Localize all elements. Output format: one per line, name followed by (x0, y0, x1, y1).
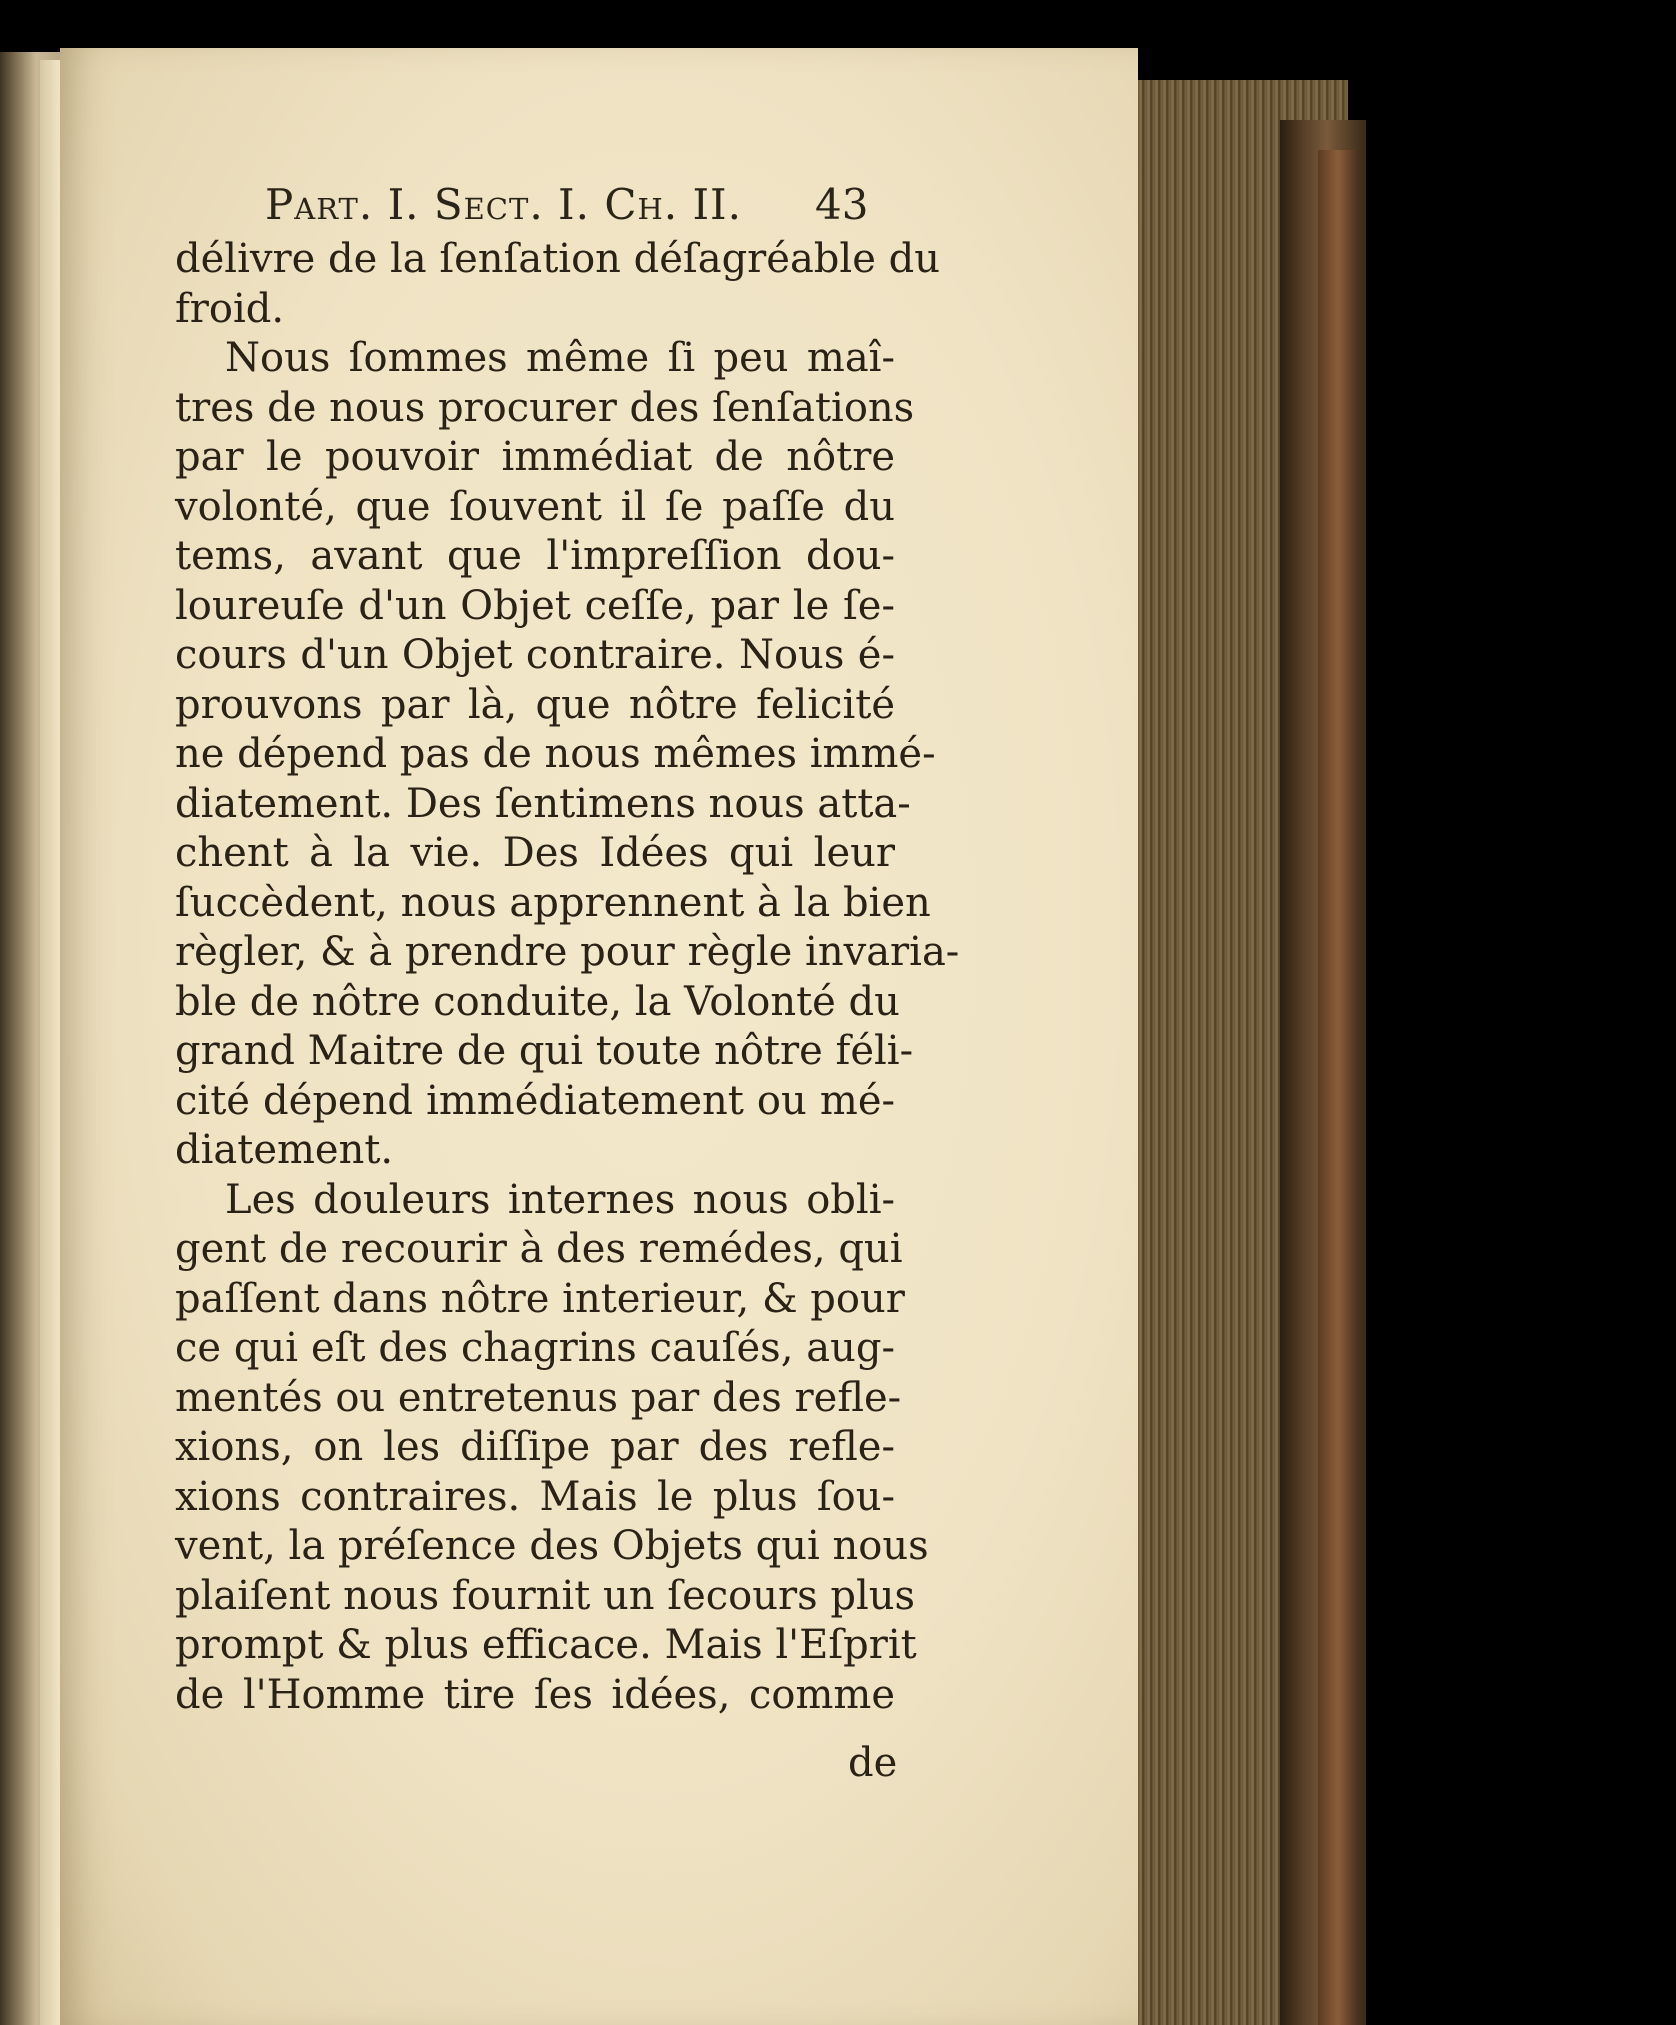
text-line: prouvons par là, que nôtre felicité (175, 681, 895, 728)
text-line: de l'Homme tire ſes idées, comme (175, 1671, 895, 1718)
text-line: xions contraires. Mais le plus ſou- (175, 1473, 895, 1520)
text-line: loureuſe d'un Objet ceſſe, par le ſe- (175, 582, 895, 629)
text-line: volonté, que ſouvent il ſe paſſe du (175, 483, 895, 530)
text-line: xions, on les diſſipe par des refle- (175, 1424, 895, 1470)
text-line: ſuccèdent, nous apprennent à la bien (175, 879, 931, 926)
text-line: ce qui eſt des chagrins cauſés, aug- (175, 1325, 895, 1371)
text-line: cours d'un Objet contraire. Nous é- (175, 632, 895, 678)
text-line: gent de recourir à des remédes, qui (175, 1226, 903, 1272)
page-number: 43 (815, 180, 869, 229)
book-cover-edge (1318, 150, 1358, 2025)
text-line: Nous ſommes même ſi peu maî- (225, 335, 895, 381)
running-head: Part. I. Sect. I. Ch. II. (265, 180, 742, 229)
text-line: plaiſent nous fournit un ſecours plus (175, 1572, 916, 1619)
text-line: froid. (175, 285, 285, 332)
text-line: grand Maitre de qui toute nôtre féli- (175, 1028, 914, 1074)
text-line: Les douleurs internes nous obli- (225, 1176, 895, 1223)
text-line: paſſent dans nôtre interieur, & pour (175, 1275, 905, 1322)
text-line: vent, la préſence des Objets qui nous (175, 1523, 929, 1569)
text-line: ne dépend pas de nous mêmes immé- (175, 731, 936, 777)
text-line: délivre de la ſenſation déſagréable du (175, 236, 940, 282)
catchword: de (848, 1740, 898, 1786)
text-line: règler, & à prendre pour règle invaria- (175, 929, 960, 975)
text-line: ble de nôtre conduite, la Volonté du (175, 978, 900, 1025)
body-text (175, 235, 960, 1720)
text-line: par le pouvoir immédiat de nôtre (175, 434, 895, 480)
text-line: diatement. Des ſentimens nous atta- (175, 780, 911, 827)
text-line: diatement. (175, 1127, 394, 1173)
text-line: tres de nous procurer des ſenſations (175, 384, 915, 431)
text-line: mentés ou entretenus par des refle- (175, 1374, 902, 1421)
text-line: chent à la vie. Des Idées qui leur (175, 830, 895, 876)
text-line: prompt & plus efficace. Mais l'Eſprit (175, 1622, 917, 1668)
text-line: cité dépend immédiatement ou mé- (175, 1077, 895, 1124)
text-line: tems, avant que l'impreſſion dou- (175, 533, 895, 579)
